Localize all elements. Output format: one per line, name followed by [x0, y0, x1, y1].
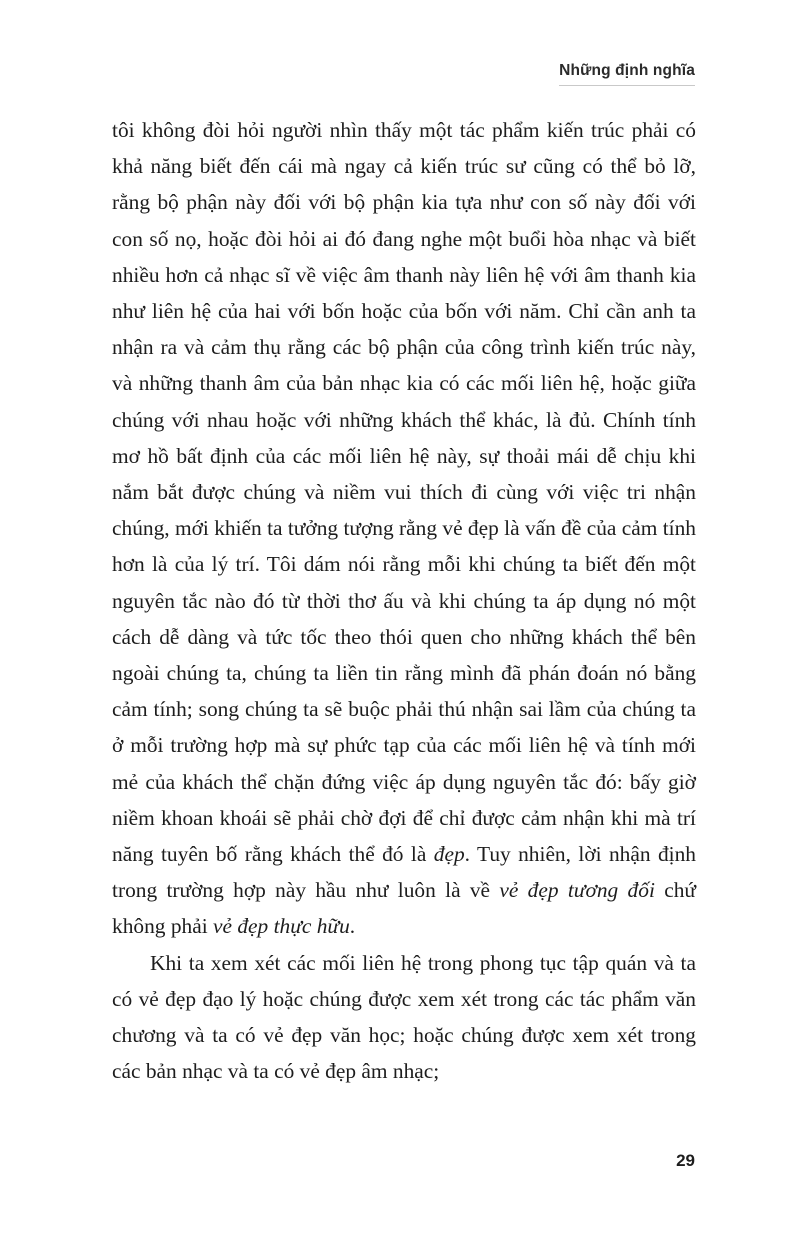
text-run-roman: tôi không đòi hỏi người nhìn thấy một tác phẩm kiến trúc phải có khả năng biết đến cái mà ngay cả kiến trúc sư cũng có thể bỏ lỡ, rằng bộ phận này đối với bộ phận kia tựa như con số này đối với con số nọ, hoặc đòi hỏi ai đó đang nghe một buổi hòa nhạc và biết nhiều hơn cả nhạc sĩ về việc âm thanh này liên hệ với âm thanh kia như liên hệ của hai với bốn hoặc của bốn với năm. Chỉ cần anh ta nhận ra và cảm thụ rằng các bộ phận của công trình kiến trúc này, và những thanh âm của bản nhạc kia có các mối liên hệ, hoặc giữa chúng với nhau hoặc với những khách thể khác, là đủ. Chính tính mơ hồ bất định của các mối liên hệ này, sự thoải mái dễ chịu khi nắm bắt được chúng và niềm vui thích đi cùng với việc tri nhận chúng, mới khiến ta tưởng tượng rằng vẻ đẹp là vấn đề của cảm tính hơn là của lý trí. Tôi dám nói rằng mỗi khi chúng ta biết đến một nguyên tắc nào đó từ thời thơ ấu và khi chúng ta áp dụng nó một cách dễ dàng và tức tốc theo thói quen cho những khách thể bên ngoài chúng ta, chúng ta liền tin rằng mình đã phán đoán nó bằng cảm tính; song chúng ta sẽ buộc phải thú nhận sai lầm của chúng ta ở mỗi trường hợp mà sự phức tạp của các mối liên hệ và tính mới mẻ của khách thể chặn đứng việc áp dụng nguyên tắc đó: bấy giờ niềm khoan khoái sẽ phải chờ đợi để chỉ được cảm nhận khi mà trí năng tuyên bố rằng khách thể đó là	[112, 118, 697, 867]
running-head: Những định nghĩa	[559, 62, 695, 86]
text-run-italic: đẹp	[433, 842, 465, 867]
text-run-roman: chứ không phải	[112, 878, 696, 939]
text-run-roman: . Tuy nhiên, lời nhận định trong trường hợp này hầu như luôn là về	[112, 842, 696, 903]
text-run-italic: vẻ đẹp thực hữu	[213, 914, 350, 939]
text-run-roman: Khi ta xem xét các mối liên hệ trong phong tục tập quán và ta có vẻ đẹp đạo lý hoặc chúng được xem xét trong các tác phẩm văn chương và ta có vẻ đẹp văn học; hoặc chúng được xem xét trong các bản nhạc và ta có vẻ đẹp âm nhạc;	[112, 950, 696, 1084]
text-run-italic: vẻ đẹp tương đối	[499, 878, 655, 903]
paragraph-new	[112, 945, 696, 1090]
body-text-block	[112, 112, 696, 1089]
page-number: 29	[676, 1151, 695, 1170]
text-run-roman: .	[349, 914, 356, 939]
paragraph-continued	[112, 112, 696, 945]
